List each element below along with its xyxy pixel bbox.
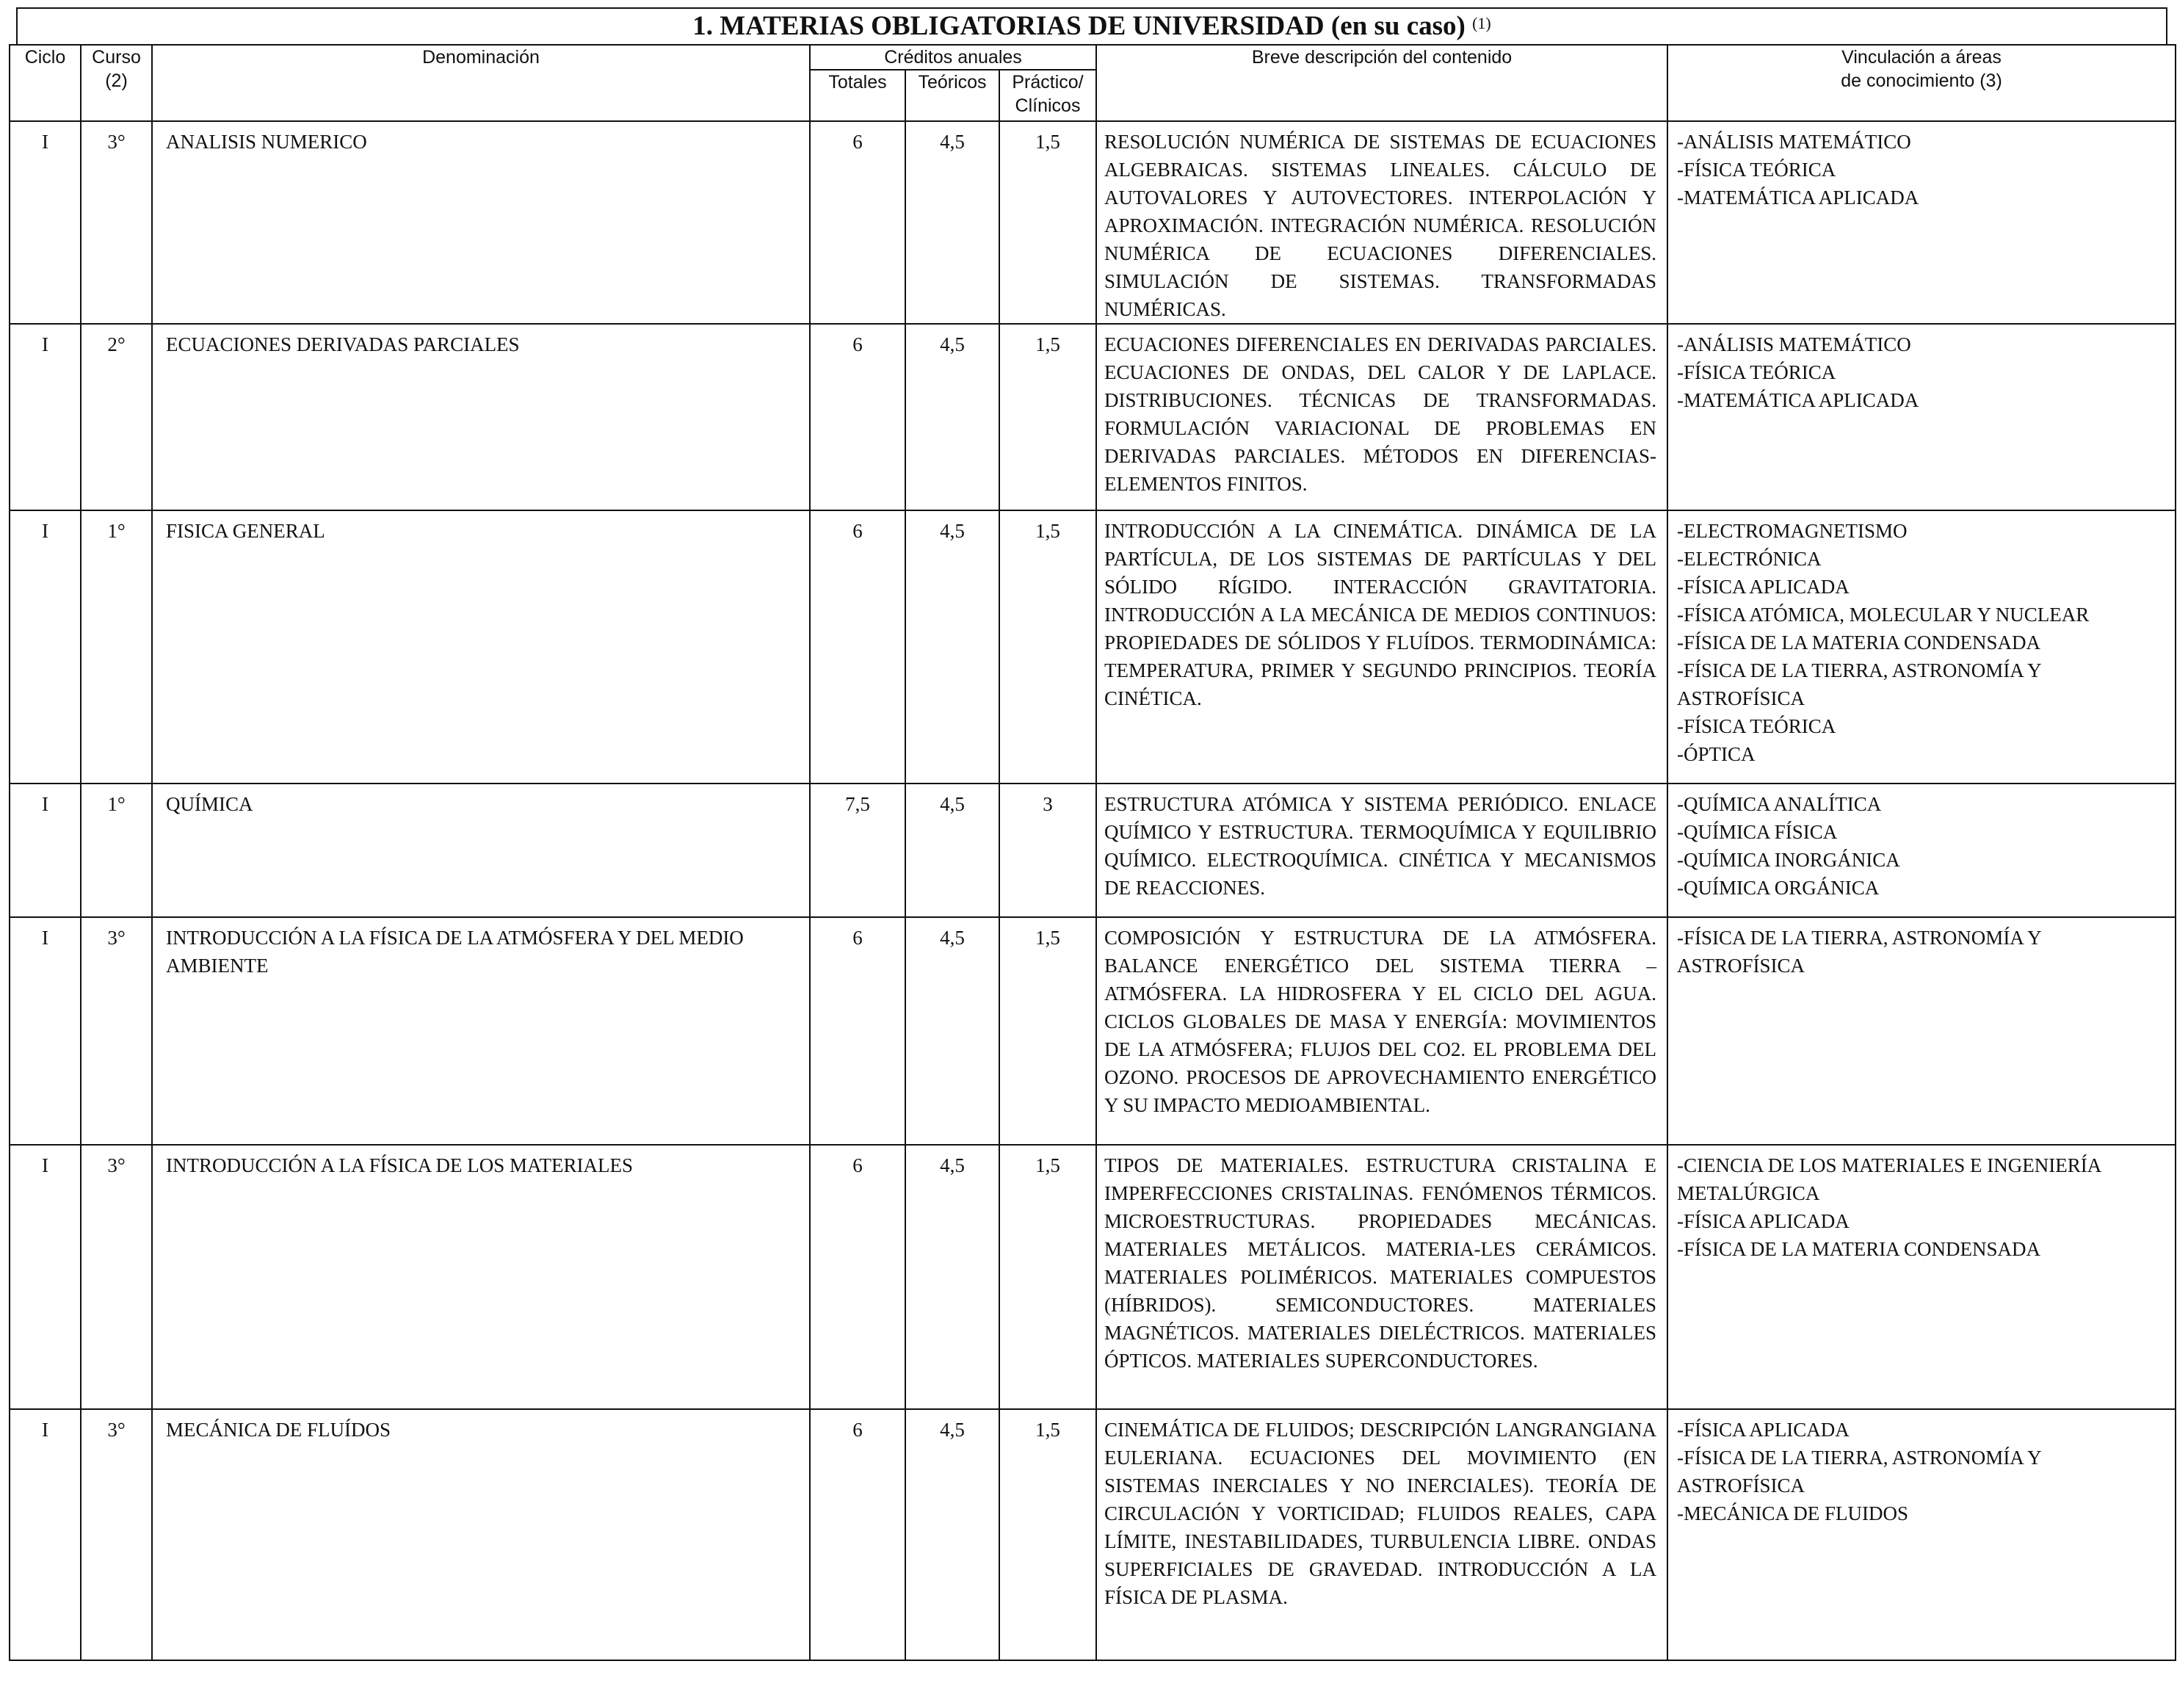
cell-teoricos: 4,5 — [905, 324, 999, 510]
cell-totales: 6 — [810, 917, 905, 1145]
area-item: -ÓPTICA — [1677, 743, 1756, 765]
area-item: -FÍSICA DE LA MATERIA CONDENSADA — [1677, 632, 2041, 654]
cell-curso: 3° — [81, 1409, 152, 1660]
header-curso: Curso (2) — [81, 45, 152, 121]
table-row — [10, 917, 2176, 1145]
cell-denominacion: QUÍMICA — [152, 784, 810, 917]
area-item: -FÍSICA ATÓMICA, MOLECULAR Y NUCLEAR — [1677, 604, 2090, 626]
table-title — [16, 7, 2167, 46]
cell-practicos: 1,5 — [999, 324, 1096, 510]
area-item: -FÍSICA APLICADA — [1677, 576, 1850, 598]
title-text: 1. MATERIAS OBLIGATORIAS DE UNIVERSIDAD (en su caso) — [692, 11, 1466, 41]
area-item: -FÍSICA DE LA TIERRA, ASTRONOMÍA Y ASTROFÍSICA — [1677, 927, 2041, 977]
header-teoricos: Teóricos — [905, 70, 999, 121]
table-row — [10, 784, 2176, 917]
cell-teoricos: 4,5 — [905, 121, 999, 324]
area-item: -ELECTROMAGNETISMO — [1677, 520, 1908, 542]
cell-ciclo: I — [10, 510, 81, 784]
area-item: -QUÍMICA ANALÍTICA — [1677, 793, 1882, 815]
cell-practicos: 3 — [999, 784, 1096, 917]
cell-ciclo: I — [10, 1145, 81, 1409]
area-item: -CIENCIA DE LOS MATERIALES E INGENIERÍA METALÚRGICA — [1677, 1154, 2101, 1204]
header-creditos: Créditos anuales — [810, 45, 1096, 70]
cell-ciclo: I — [10, 917, 81, 1145]
cell-descripcion: RESOLUCIÓN NUMÉRICA DE SISTEMAS DE ECUACIONES ALGEBRAICAS. SISTEMAS LINEALES. CÁLCULO DE AUTOVALORES Y AUTOVECTORES. INTERPOLACIÓN Y APROXIMACIÓN. INTEGRACIÓN NUMÉRICA. RESOLUCIÓN NUMÉRICA DE ECUACIONES DIFERENCIALES. SIMULACIÓN DE SISTEMAS. TRANSFORMADAS NUMÉRICAS. — [1096, 121, 1667, 324]
cell-curso: 2° — [81, 324, 152, 510]
table-row — [10, 1145, 2176, 1409]
cell-curso: 1° — [81, 784, 152, 917]
cell-descripcion: ESTRUCTURA ATÓMICA Y SISTEMA PERIÓDICO. ENLACE QUÍMICO Y ESTRUCTURA. TERMOQUÍMICA Y EQUILIBRIO QUÍMICO. ELECTROQUÍMICA. CINÉTICA Y MECANISMOS DE REACCIONES. — [1096, 784, 1667, 917]
cell-teoricos: 4,5 — [905, 784, 999, 917]
header-ciclo: Ciclo — [10, 45, 81, 121]
cell-ciclo: I — [10, 121, 81, 324]
area-item: -FÍSICA DE LA TIERRA, ASTRONOMÍA Y ASTROFÍSICA — [1677, 659, 2041, 709]
area-item: -FÍSICA APLICADA — [1677, 1419, 1850, 1441]
area-item: -QUÍMICA INORGÁNICA — [1677, 849, 1900, 871]
area-item: -QUÍMICA ORGÁNICA — [1677, 877, 1880, 899]
cell-denominacion: MECÁNICA DE FLUÍDOS — [152, 1409, 810, 1660]
header-vinculacion: Vinculación a áreas de conocimiento (3) — [1667, 45, 2176, 121]
cell-totales: 6 — [810, 1145, 905, 1409]
header-totales: Totales — [810, 70, 905, 121]
cell-teoricos: 4,5 — [905, 1145, 999, 1409]
area-item: -FÍSICA DE LA MATERIA CONDENSADA — [1677, 1238, 2041, 1260]
area-item: -ELECTRÓNICA — [1677, 548, 1822, 570]
table-row — [10, 121, 2176, 324]
cell-areas — [1667, 324, 2176, 510]
cell-curso: 1° — [81, 510, 152, 784]
cell-ciclo: I — [10, 1409, 81, 1660]
cell-denominacion: INTRODUCCIÓN A LA FÍSICA DE LA ATMÓSFERA Y DEL MEDIO AMBIENTE — [152, 917, 810, 1145]
cell-areas — [1667, 784, 2176, 917]
area-item: -ANÁLISIS MATEMÁTICO — [1677, 333, 1911, 355]
cell-descripcion: TIPOS DE MATERIALES. ESTRUCTURA CRISTALINA E IMPERFECCIONES CRISTALINAS. FENÓMENOS TÉRMICOS. MICROESTRUCTURAS. PROPIEDADES MECÁNICAS. MATERIALES METÁLICOS. MATERIA-LES CERÁMICOS. MATERIALES POLIMÉRICOS. MATERIALES COMPUESTOS (HÍBRIDOS). SEMICONDUCTORES. MATERIALES MAGNÉTICOS. MATERIALES DIELÉCTRICOS. MATERIALES ÓPTICOS. MATERIALES SUPERCONDUCTORES. — [1096, 1145, 1667, 1409]
cell-totales: 6 — [810, 121, 905, 324]
cell-descripcion: INTRODUCCIÓN A LA CINEMÁTICA. DINÁMICA DE LA PARTÍCULA, DE LOS SISTEMAS DE PARTÍCULAS Y DEL SÓLIDO RÍGIDO. INTERACCIÓN GRAVITATORIA. INTRODUCCIÓN A LA MECÁNICA DE MEDIOS CONTINUOS: PROPIEDADES DE SÓLIDOS Y FLUÍDOS. TERMODINÁMICA: TEMPERATURA, PRIMER Y SEGUNDO PRINCIPIOS. TEORÍA CINÉTICA. — [1096, 510, 1667, 784]
cell-practicos: 1,5 — [999, 121, 1096, 324]
cell-totales: 7,5 — [810, 784, 905, 917]
cell-denominacion: INTRODUCCIÓN A LA FÍSICA DE LOS MATERIALES — [152, 1145, 810, 1409]
cell-practicos: 1,5 — [999, 1145, 1096, 1409]
area-item: -FÍSICA TEÓRICA — [1677, 159, 1836, 181]
cell-totales: 6 — [810, 510, 905, 784]
cell-teoricos: 4,5 — [905, 1409, 999, 1660]
table-row — [10, 1409, 2176, 1660]
cell-descripcion: CINEMÁTICA DE FLUIDOS; DESCRIPCIÓN LANGRANGIANA EULERIANA. ECUACIONES DEL MOVIMIENTO (EN SISTEMAS INERCIALES Y NO INERCIALES). TEORÍA DE CIRCULACIÓN Y VORTICIDAD; FLUIDOS REALES, CAPA LÍMITE, INESTABILIDADES, TURBULENCIA LIBRE. ONDAS SUPERFICIALES DE GRAVEDAD. INTRODUCCIÓN A LA FÍSICA DE PLASMA. — [1096, 1409, 1667, 1660]
cell-ciclo: I — [10, 784, 81, 917]
subjects-table — [9, 44, 2176, 1661]
table-row — [10, 510, 2176, 784]
table-row — [10, 324, 2176, 510]
cell-teoricos: 4,5 — [905, 917, 999, 1145]
cell-teoricos: 4,5 — [905, 510, 999, 784]
cell-descripcion: COMPOSICIÓN Y ESTRUCTURA DE LA ATMÓSFERA. BALANCE ENERGÉTICO DEL SISTEMA TIERRA – ATMÓSFERA. LA HIDROSFERA Y EL CICLO DEL AGUA. CICLOS GLOBALES DE MASA Y ENERGÍA: MOVIMIENTOS DE LA ATMÓSFERA; FLUJOS DEL CO2. EL PROBLEMA DEL OZONO. PROCESOS DE APROVECHAMIENTO ENERGÉTICO Y SU IMPACTO MEDIOAMBIENTAL. — [1096, 917, 1667, 1145]
cell-denominacion: ANALISIS NUMERICO — [152, 121, 810, 324]
cell-practicos: 1,5 — [999, 917, 1096, 1145]
cell-practicos: 1,5 — [999, 1409, 1096, 1660]
cell-denominacion: ECUACIONES DERIVADAS PARCIALES — [152, 324, 810, 510]
cell-areas — [1667, 917, 2176, 1145]
cell-areas — [1667, 1409, 2176, 1660]
title-footnote: (1) — [1472, 14, 1491, 32]
cell-descripcion: ECUACIONES DIFERENCIALES EN DERIVADAS PARCIALES. ECUACIONES DE ONDAS, DEL CALOR Y DE LAPLACE. DISTRIBUCIONES. TÉCNICAS DE TRANSFORMADAS. FORMULACIÓN VARIACIONAL DE PROBLEMAS EN DERIVADAS PARCIALES. MÉTODOS EN DIFERENCIAS-ELEMENTOS FINITOS. — [1096, 324, 1667, 510]
cell-practicos: 1,5 — [999, 510, 1096, 784]
cell-curso: 3° — [81, 1145, 152, 1409]
area-item: -FÍSICA DE LA TIERRA, ASTRONOMÍA Y ASTROFÍSICA — [1677, 1447, 2041, 1497]
area-item: -MATEMÁTICA APLICADA — [1677, 187, 1919, 209]
cell-ciclo: I — [10, 324, 81, 510]
area-item: -FÍSICA TEÓRICA — [1677, 361, 1836, 383]
header-descripcion: Breve descripción del contenido — [1096, 45, 1667, 121]
area-item: -QUÍMICA FÍSICA — [1677, 821, 1838, 843]
cell-areas — [1667, 1145, 2176, 1409]
header-practicos: Práctico/ Clínicos — [999, 70, 1096, 121]
area-item: -MATEMÁTICA APLICADA — [1677, 389, 1919, 411]
cell-curso: 3° — [81, 917, 152, 1145]
area-item: -FÍSICA APLICADA — [1677, 1210, 1850, 1232]
cell-totales: 6 — [810, 1409, 905, 1660]
area-item: -FÍSICA TEÓRICA — [1677, 715, 1836, 737]
cell-curso: 3° — [81, 121, 152, 324]
area-item: -ANÁLISIS MATEMÁTICO — [1677, 131, 1911, 153]
area-item: -MECÁNICA DE FLUIDOS — [1677, 1502, 1909, 1524]
cell-areas — [1667, 510, 2176, 784]
cell-totales: 6 — [810, 324, 905, 510]
cell-denominacion: FISICA GENERAL — [152, 510, 810, 784]
cell-areas — [1667, 121, 2176, 324]
header-denominacion: Denominación — [152, 45, 810, 121]
